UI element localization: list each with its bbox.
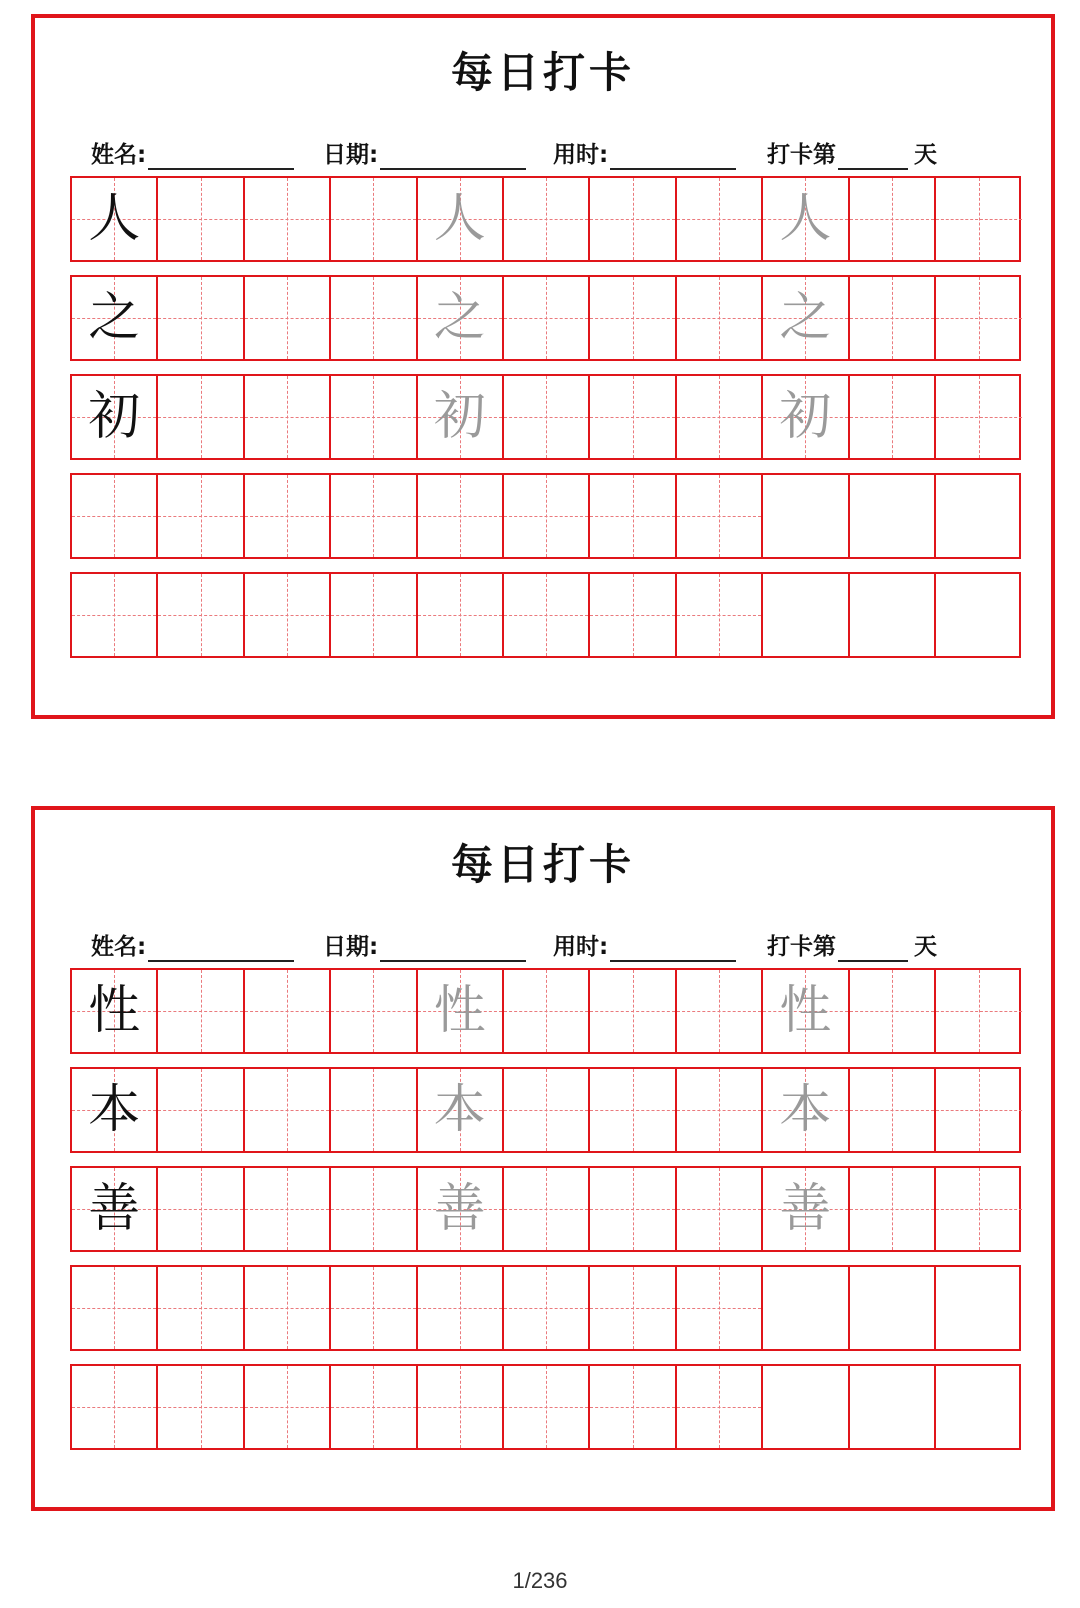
trace-character: 性 — [779, 981, 832, 1041]
grid-cell[interactable] — [677, 1168, 763, 1250]
grid-cell[interactable] — [936, 574, 1022, 656]
grid-cell[interactable] — [590, 277, 676, 359]
practice-sheet-1 — [31, 14, 1055, 719]
grid-cell[interactable] — [763, 1267, 849, 1349]
grid-cell[interactable] — [158, 574, 244, 656]
grid-cell[interactable] — [590, 376, 676, 458]
time-label: 用时: — [553, 142, 609, 168]
time-blank[interactable] — [610, 934, 736, 962]
grid-cell[interactable] — [763, 574, 849, 656]
checkin-day-field — [767, 130, 937, 170]
grid-cell[interactable] — [504, 475, 590, 557]
time-field — [553, 922, 736, 962]
grid-cell[interactable] — [850, 376, 936, 458]
grid-cell[interactable] — [158, 970, 244, 1052]
date-field — [323, 922, 526, 962]
trace-character: 人 — [433, 189, 486, 249]
checkin-day-blank[interactable] — [838, 934, 908, 962]
grid-cell[interactable] — [677, 574, 763, 656]
grid-cell[interactable] — [245, 475, 331, 557]
name-label: 姓名: — [91, 142, 147, 168]
grid-row — [70, 1067, 1021, 1153]
grid-cell[interactable] — [850, 277, 936, 359]
trace-character: 善 — [779, 1179, 832, 1239]
grid-row — [70, 176, 1021, 262]
trace-character: 本 — [779, 1080, 832, 1140]
grid-cell[interactable] — [763, 1366, 849, 1448]
grid-cell[interactable] — [850, 1267, 936, 1349]
grid-cell[interactable] — [245, 1366, 331, 1448]
name-field — [91, 130, 294, 170]
grid-cell[interactable] — [245, 1267, 331, 1349]
trace-character: 性 — [433, 981, 486, 1041]
sheet-title: 每日打卡 — [450, 48, 635, 97]
grid-cell[interactable] — [763, 1069, 849, 1151]
info-row — [91, 130, 991, 170]
grid-cell[interactable] — [418, 1168, 504, 1250]
grid-cell[interactable] — [936, 475, 1022, 557]
grid-cell[interactable] — [936, 178, 1022, 260]
model-character: 本 — [88, 1080, 141, 1140]
grid-cell[interactable] — [418, 475, 504, 557]
grid-cell[interactable] — [590, 178, 676, 260]
checkin-day-suffix: 天 — [914, 142, 937, 168]
grid-cell[interactable] — [418, 277, 504, 359]
model-character: 性 — [88, 981, 141, 1041]
grid-cell[interactable] — [72, 1267, 158, 1349]
model-character: 人 — [88, 189, 141, 249]
grid-cell[interactable] — [936, 277, 1022, 359]
grid-cell[interactable] — [245, 376, 331, 458]
grid-cell[interactable] — [418, 1366, 504, 1448]
grid-row — [70, 1364, 1021, 1450]
grid-cell[interactable] — [331, 277, 417, 359]
grid-cell[interactable] — [331, 1267, 417, 1349]
date-label: 日期: — [323, 142, 379, 168]
grid-cell[interactable] — [850, 1069, 936, 1151]
grid-cell[interactable] — [936, 1069, 1022, 1151]
grid-cell[interactable] — [158, 1366, 244, 1448]
grid-cell[interactable] — [72, 475, 158, 557]
grid-cell[interactable] — [245, 1069, 331, 1151]
grid-cell[interactable] — [331, 970, 417, 1052]
time-label: 用时: — [553, 934, 609, 960]
date-blank[interactable] — [380, 142, 526, 170]
grid-row — [70, 1265, 1021, 1351]
grid-cell[interactable] — [850, 178, 936, 260]
name-blank[interactable] — [148, 934, 294, 962]
grid-cell[interactable] — [677, 970, 763, 1052]
grid-row — [70, 572, 1021, 658]
grid-cell[interactable] — [418, 178, 504, 260]
grid-row — [70, 275, 1021, 361]
grid-cell[interactable] — [677, 376, 763, 458]
grid-cell[interactable] — [245, 178, 331, 260]
grid-cell[interactable] — [763, 277, 849, 359]
info-row — [91, 922, 991, 962]
grid-cell[interactable] — [504, 178, 590, 260]
date-blank[interactable] — [380, 934, 526, 962]
grid-cell[interactable] — [245, 970, 331, 1052]
grid-cell[interactable] — [850, 1168, 936, 1250]
grid-cell[interactable] — [72, 1069, 158, 1151]
grid-cell[interactable] — [590, 1168, 676, 1250]
trace-character: 人 — [779, 189, 832, 249]
grid-cell[interactable] — [158, 1168, 244, 1250]
grid-cell[interactable] — [590, 475, 676, 557]
trace-character: 之 — [779, 288, 832, 348]
grid-cell[interactable] — [418, 1069, 504, 1151]
checkin-day-suffix: 天 — [914, 934, 937, 960]
grid-cell[interactable] — [331, 574, 417, 656]
grid-cell[interactable] — [677, 1069, 763, 1151]
grid-row — [70, 473, 1021, 559]
grid-cell[interactable] — [72, 970, 158, 1052]
grid-cell[interactable] — [763, 1168, 849, 1250]
grid-cell[interactable] — [504, 1366, 590, 1448]
grid-cell[interactable] — [418, 970, 504, 1052]
grid-cell[interactable] — [936, 376, 1022, 458]
grid-cell[interactable] — [677, 1267, 763, 1349]
grid-cell[interactable] — [158, 376, 244, 458]
grid-cell[interactable] — [677, 475, 763, 557]
name-field — [91, 922, 294, 962]
name-blank[interactable] — [148, 142, 294, 170]
grid-cell[interactable] — [158, 178, 244, 260]
name-label: 姓名: — [91, 934, 147, 960]
grid-cell[interactable] — [331, 1069, 417, 1151]
sheet-title: 每日打卡 — [450, 840, 635, 889]
checkin-day-prefix: 打卡第 — [767, 142, 836, 168]
grid-cell[interactable] — [331, 178, 417, 260]
checkin-day-field — [767, 922, 937, 962]
grid-cell[interactable] — [763, 178, 849, 260]
checkin-day-blank[interactable] — [838, 142, 908, 170]
time-field — [553, 130, 736, 170]
grid-cell[interactable] — [158, 475, 244, 557]
grid-cell[interactable] — [504, 1069, 590, 1151]
grid-cell[interactable] — [590, 574, 676, 656]
grid-cell[interactable] — [590, 970, 676, 1052]
grid-cell[interactable] — [331, 1168, 417, 1250]
grid-cell[interactable] — [590, 1069, 676, 1151]
date-label: 日期: — [323, 934, 379, 960]
grid-row — [70, 374, 1021, 460]
model-character: 初 — [88, 387, 141, 447]
grid-cell[interactable] — [504, 1267, 590, 1349]
grid-cell[interactable] — [850, 574, 936, 656]
grid-cell[interactable] — [504, 970, 590, 1052]
grid-cell[interactable] — [850, 1366, 936, 1448]
grid-cell[interactable] — [504, 574, 590, 656]
grid-cell[interactable] — [590, 1366, 676, 1448]
trace-character: 本 — [433, 1080, 486, 1140]
grid-cell[interactable] — [677, 178, 763, 260]
grid-cell[interactable] — [418, 1267, 504, 1349]
grid-cell[interactable] — [850, 970, 936, 1052]
grid-cell[interactable] — [72, 1168, 158, 1250]
grid-cell[interactable] — [850, 475, 936, 557]
grid-cell[interactable] — [936, 1366, 1022, 1448]
grid-cell[interactable] — [245, 574, 331, 656]
grid-cell[interactable] — [936, 1267, 1022, 1349]
grid-cell[interactable] — [158, 1069, 244, 1151]
grid-cell[interactable] — [763, 376, 849, 458]
model-character: 之 — [88, 288, 141, 348]
grid-cell[interactable] — [936, 1168, 1022, 1250]
trace-character: 初 — [779, 387, 832, 447]
time-blank[interactable] — [610, 142, 736, 170]
grid-cell[interactable] — [504, 1168, 590, 1250]
grid-cell[interactable] — [245, 1168, 331, 1250]
grid-cell[interactable] — [504, 277, 590, 359]
grid-row — [70, 1166, 1021, 1252]
grid-cell[interactable] — [158, 277, 244, 359]
grid-cell[interactable] — [418, 376, 504, 458]
grid-cell[interactable] — [245, 277, 331, 359]
grid-cell[interactable] — [504, 376, 590, 458]
trace-character: 之 — [433, 288, 486, 348]
grid-cell[interactable] — [331, 376, 417, 458]
grid-cell[interactable] — [72, 277, 158, 359]
grid-cell[interactable] — [677, 1366, 763, 1448]
grid-cell[interactable] — [158, 1267, 244, 1349]
grid-cell[interactable] — [331, 475, 417, 557]
grid-cell[interactable] — [763, 475, 849, 557]
model-character: 善 — [88, 1179, 141, 1239]
grid-cell[interactable] — [763, 970, 849, 1052]
page-number: 1/236 — [512, 1568, 568, 1593]
date-field — [323, 130, 526, 170]
grid-cell[interactable] — [72, 376, 158, 458]
grid-cell[interactable] — [418, 574, 504, 656]
grid-cell[interactable] — [590, 1267, 676, 1349]
grid-row — [70, 968, 1021, 1054]
grid-cell[interactable] — [936, 970, 1022, 1052]
trace-character: 善 — [433, 1179, 486, 1239]
grid-cell[interactable] — [331, 1366, 417, 1448]
grid-cell[interactable] — [677, 277, 763, 359]
practice-sheet-2 — [31, 806, 1055, 1511]
trace-character: 初 — [433, 387, 486, 447]
grid-cell[interactable] — [72, 178, 158, 260]
grid-cell[interactable] — [72, 1366, 158, 1448]
grid-cell[interactable] — [72, 574, 158, 656]
checkin-day-prefix: 打卡第 — [767, 934, 836, 960]
